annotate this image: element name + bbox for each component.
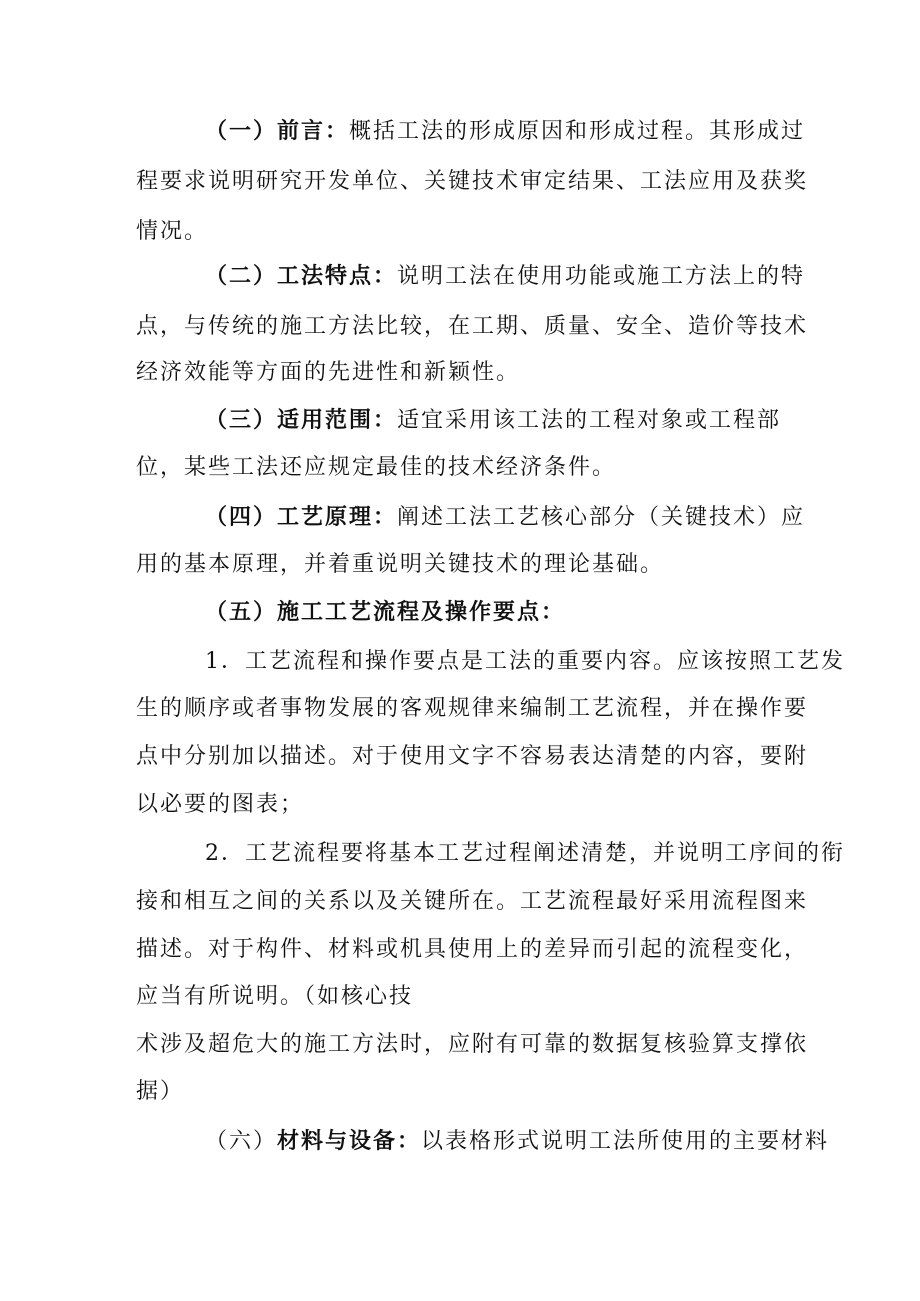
section-2-line-1 <box>205 262 805 292</box>
section-4-line-1 <box>205 503 805 533</box>
section-1-line-1 <box>205 117 805 147</box>
section-5-p2-line-3: 描述。对于构件、材料或机具使用上的差异而引起的流程变化， <box>136 937 809 962</box>
section-1-line-2: 程要求说明研究开发单位、关键技术审定结果、工法应用及获奖 <box>136 169 809 194</box>
section-5-p1-line-2: 生的顺序或者事物发展的客观规律来编制工艺流程，并在操作要 <box>136 696 809 721</box>
section-4-line-2: 用的基本原理，并着重说明关键技术的理论基础。 <box>136 552 665 577</box>
section-5-p2-line-1: 2．工艺流程要将基本工艺过程阐述清楚，并说明工序间的衔 <box>205 841 845 866</box>
section-1-heading: （一）前言： <box>205 119 350 144</box>
section-4-text: 阐述工法工艺核心部分（关键技术）应 <box>397 505 806 530</box>
section-5-p1-line-4: 以必要的图表； <box>136 792 305 817</box>
section-1-text: 概括工法的形成原因和形成过程。其形成过 <box>349 119 806 144</box>
section-6-heading-prefix: （六） <box>205 1129 278 1154</box>
section-5-p2-line-6: 据） <box>136 1079 185 1104</box>
section-3-line-2: 位，某些工法还应规定最佳的技术经济条件。 <box>136 455 617 480</box>
section-6-line-1 <box>205 1127 829 1157</box>
section-2-text: 说明工法在使用功能或施工方法上的特 <box>397 264 806 289</box>
section-2-line-2: 点，与传统的施工方法比较，在工期、质量、安全、造价等技术 <box>136 314 809 339</box>
section-6-text: 以表格形式说明工法所使用的主要材料 <box>421 1129 830 1154</box>
section-5-heading: （五）施工工艺流程及操作要点： <box>205 600 566 625</box>
section-2-line-3: 经济效能等方面的先进性和新颖性。 <box>136 360 521 385</box>
section-5-p2-line-2: 接和相互之间的关系以及关键所在。工艺流程最好采用流程图来 <box>136 889 809 914</box>
section-5-p2-line-5: 术涉及超危大的施工方法时，应附有可靠的数据复核验算支撑依 <box>136 1032 809 1057</box>
section-2-heading: （二）工法特点： <box>205 264 398 289</box>
section-5-p2-line-4: 应当有所说明。（如核心技 <box>136 984 414 1009</box>
section-4-heading: （四）工艺原理： <box>205 505 398 530</box>
section-5-p1-line-3: 点中分别加以描述。对于使用文字不容易表达清楚的内容，要附 <box>136 744 809 769</box>
section-3-line-1 <box>205 406 781 436</box>
section-3-heading: （三）适用范围： <box>205 408 398 433</box>
section-1-line-3: 情况。 <box>136 219 209 244</box>
section-6-heading: 材料与设备： <box>277 1129 422 1154</box>
section-3-text: 适宜采用该工法的工程对象或工程部 <box>397 408 782 433</box>
section-5-p1-line-1: 1．工艺流程和操作要点是工法的重要内容。应该按照工艺发 <box>205 649 845 674</box>
